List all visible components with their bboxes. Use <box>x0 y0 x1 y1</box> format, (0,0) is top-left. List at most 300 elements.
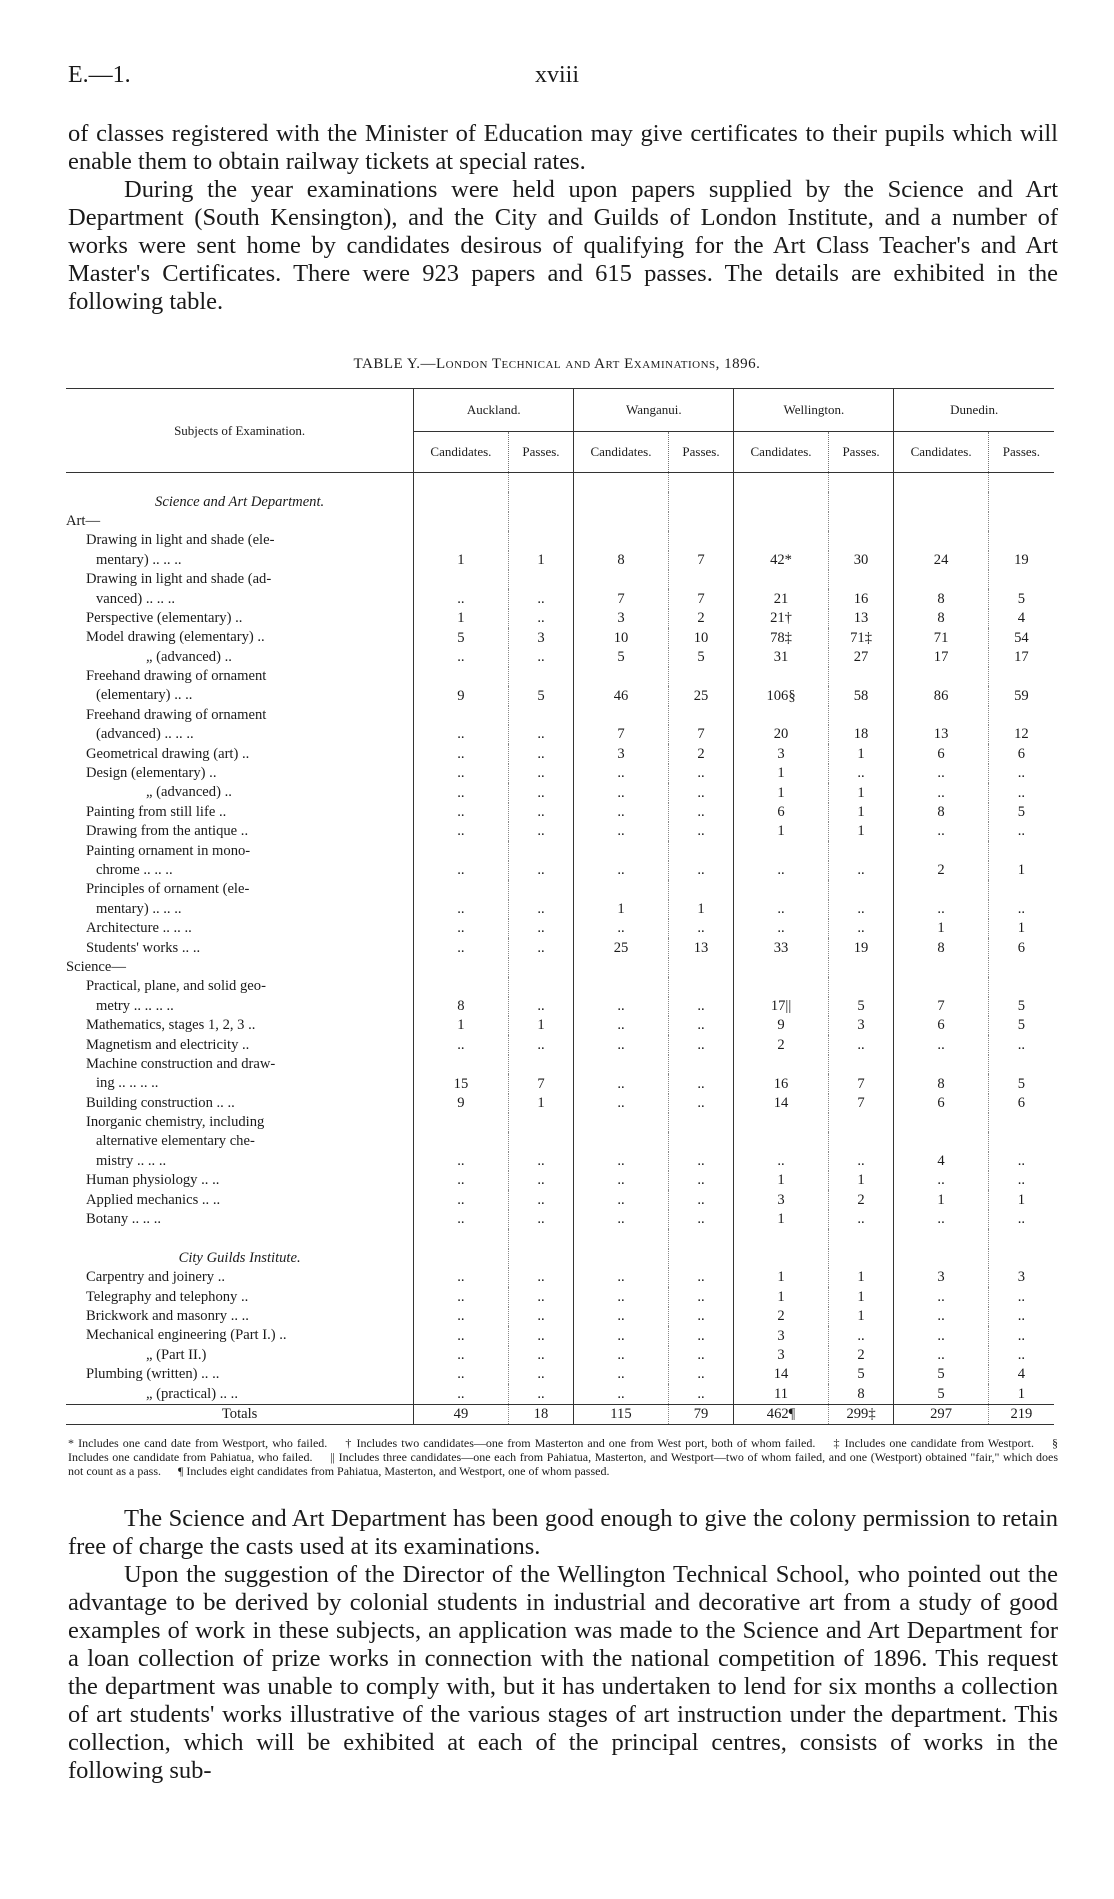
table-row <box>66 783 1054 802</box>
paragraph-1: of classes registered with the Minister of Education may give certificates to their pupils which will enable them to obtain railway tickets at special rates. <box>68 120 1058 175</box>
passes-header: Passes. <box>988 432 1054 473</box>
value-cell <box>894 880 988 899</box>
total-cell: 115 <box>574 1404 668 1424</box>
value-cell <box>828 977 894 996</box>
value-cell <box>894 531 988 550</box>
value-cell: 16 <box>828 589 894 608</box>
value-cell: 86 <box>894 686 988 705</box>
value-cell <box>668 1055 734 1074</box>
table-row <box>66 1365 1054 1384</box>
value-cell <box>988 880 1054 899</box>
value-cell: 54 <box>988 628 1054 647</box>
value-cell: 1 <box>828 803 894 822</box>
subject-name: „ (advanced) .. <box>146 648 232 665</box>
value-cell: 6 <box>988 744 1054 763</box>
value-cell: .. <box>988 1326 1054 1345</box>
value-cell <box>574 570 668 589</box>
value-cell <box>734 841 828 860</box>
table-footnotes <box>68 1436 1058 1478</box>
value-cell: 8 <box>894 609 988 628</box>
subject-name: Applied mechanics .. .. <box>86 1191 221 1208</box>
value-cell: 6 <box>894 1016 988 1035</box>
footnote: § Includes one candidate from Pahiatua, who failed. <box>68 1436 1059 1464</box>
value-cell: .. <box>574 1035 668 1054</box>
value-cell: .. <box>668 1190 734 1209</box>
value-cell: .. <box>668 1365 734 1384</box>
value-cell: .. <box>668 822 734 841</box>
value-cell: 1 <box>414 551 508 570</box>
value-cell <box>508 841 574 860</box>
value-cell: .. <box>508 938 574 957</box>
value-cell: .. <box>668 997 734 1016</box>
table-row <box>66 1171 1054 1190</box>
value-cell: .. <box>414 1171 508 1190</box>
table-caption-title: London Technical and Art Examinations, 1896. <box>436 356 761 372</box>
city-guilds-heading: City Guilds Institute. <box>178 1249 301 1266</box>
footnote: ¶ Includes eight candidates from Pahiatua, Masterton, and Westport, one of whom passed. <box>177 1464 610 1478</box>
value-cell: .. <box>508 1287 574 1306</box>
value-cell: .. <box>668 1307 734 1326</box>
value-cell <box>414 1113 508 1132</box>
value-cell: .. <box>734 861 828 880</box>
value-cell <box>734 706 828 725</box>
subject-name: Perspective (elementary) .. <box>86 609 243 626</box>
value-cell: 5 <box>668 648 734 667</box>
value-cell: .. <box>894 1307 988 1326</box>
value-cell: .. <box>988 900 1054 919</box>
value-cell: .. <box>574 1307 668 1326</box>
value-cell: 2 <box>668 609 734 628</box>
value-cell <box>508 706 574 725</box>
value-cell: 1 <box>734 1268 828 1287</box>
value-cell: .. <box>508 1171 574 1190</box>
value-cell: .. <box>668 803 734 822</box>
value-cell: 7 <box>668 589 734 608</box>
table-row <box>66 803 1054 822</box>
value-cell: 3 <box>734 1190 828 1209</box>
value-cell: .. <box>668 1326 734 1345</box>
value-cell: .. <box>988 1210 1054 1229</box>
value-cell: .. <box>414 1210 508 1229</box>
value-cell: .. <box>574 803 668 822</box>
value-cell: 2 <box>668 744 734 763</box>
value-cell <box>574 880 668 899</box>
value-cell <box>894 706 988 725</box>
value-cell: 3 <box>828 1016 894 1035</box>
value-cell: .. <box>894 1171 988 1190</box>
value-cell: 1 <box>734 1171 828 1190</box>
value-cell: .. <box>894 1287 988 1306</box>
passes-header: Passes. <box>828 432 894 473</box>
value-cell: 21† <box>734 609 828 628</box>
subject-name: „ (practical) .. .. <box>146 1385 238 1402</box>
value-cell: .. <box>508 1365 574 1384</box>
value-cell <box>508 531 574 550</box>
value-cell: .. <box>894 764 988 783</box>
value-cell: 5 <box>988 1074 1054 1093</box>
value-cell: 17|| <box>734 997 828 1016</box>
value-cell: 1 <box>828 744 894 763</box>
value-cell: .. <box>508 744 574 763</box>
value-cell: .. <box>508 1190 574 1209</box>
value-cell: .. <box>508 1384 574 1404</box>
value-cell <box>508 1113 574 1132</box>
table-row <box>66 648 1054 667</box>
value-cell: 7 <box>574 589 668 608</box>
value-cell <box>508 1055 574 1074</box>
value-cell: 3 <box>508 628 574 647</box>
value-cell: 7 <box>508 1074 574 1093</box>
value-cell: 1 <box>508 1094 574 1113</box>
value-cell: .. <box>414 803 508 822</box>
value-cell: 8 <box>894 1074 988 1093</box>
value-cell: .. <box>414 1365 508 1384</box>
table-section-row <box>66 958 1054 977</box>
table-row <box>66 1055 1054 1074</box>
table-row <box>66 570 1054 589</box>
value-cell: 58 <box>828 686 894 705</box>
value-cell: 2 <box>894 861 988 880</box>
subject-name: metry .. .. .. .. <box>96 997 174 1014</box>
value-cell: 2 <box>734 1307 828 1326</box>
table-row <box>66 1326 1054 1345</box>
table-row <box>66 531 1054 550</box>
value-cell: .. <box>668 1210 734 1229</box>
subject-name: „ (Part II.) <box>146 1346 207 1363</box>
subject-name: mentary) .. .. .. <box>96 900 182 917</box>
value-cell: 16 <box>734 1074 828 1093</box>
value-cell: .. <box>414 1287 508 1306</box>
group-header-dunedin: Dunedin. <box>894 389 1054 432</box>
value-cell: .. <box>988 1152 1054 1171</box>
value-cell <box>574 841 668 860</box>
value-cell: 3 <box>894 1268 988 1287</box>
value-cell <box>988 977 1054 996</box>
table-row <box>66 628 1054 647</box>
value-cell: 6 <box>734 803 828 822</box>
value-cell <box>828 531 894 550</box>
value-cell: 5 <box>574 648 668 667</box>
value-cell <box>508 880 574 899</box>
value-cell <box>734 880 828 899</box>
table-section-row <box>66 512 1054 531</box>
table-row <box>66 997 1054 1016</box>
value-cell: .. <box>668 1074 734 1093</box>
value-cell <box>668 880 734 899</box>
value-cell: .. <box>414 1190 508 1209</box>
total-cell: 219 <box>988 1404 1054 1424</box>
value-cell <box>414 570 508 589</box>
value-cell: .. <box>508 1210 574 1229</box>
value-cell <box>668 706 734 725</box>
table-row <box>66 1384 1054 1404</box>
value-cell: 46 <box>574 686 668 705</box>
value-cell: .. <box>894 822 988 841</box>
value-cell: .. <box>894 1035 988 1054</box>
value-cell: 4 <box>988 609 1054 628</box>
value-cell: .. <box>414 764 508 783</box>
subject-name: Principles of ornament (ele- <box>86 881 250 898</box>
passes-header: Passes. <box>508 432 574 473</box>
table-row <box>66 1346 1054 1365</box>
value-cell: .. <box>574 1365 668 1384</box>
table-row <box>66 725 1054 744</box>
value-cell: 1 <box>734 783 828 802</box>
value-cell: .. <box>508 803 574 822</box>
value-cell: 7 <box>574 725 668 744</box>
value-cell: 1 <box>574 900 668 919</box>
value-cell: .. <box>828 1152 894 1171</box>
value-cell: .. <box>574 822 668 841</box>
value-cell: 5 <box>828 997 894 1016</box>
footnote: * Includes one cand date from Westport, who failed. <box>68 1436 328 1450</box>
value-cell: .. <box>508 725 574 744</box>
value-cell: .. <box>414 783 508 802</box>
value-cell: 1 <box>734 764 828 783</box>
value-cell: .. <box>414 1307 508 1326</box>
value-cell: 3 <box>734 1326 828 1345</box>
value-cell: 6 <box>894 744 988 763</box>
table-row <box>66 1113 1054 1132</box>
value-cell: 5 <box>988 997 1054 1016</box>
value-cell: .. <box>574 1384 668 1404</box>
subject-name: ing .. .. .. .. <box>96 1075 159 1092</box>
art-section-label: Art— <box>66 512 101 529</box>
value-cell: .. <box>988 1035 1054 1054</box>
footnote: † Includes two candidates—one from Masterton and one from West port, both of whom failed. <box>345 1436 816 1450</box>
value-cell: 11 <box>734 1384 828 1404</box>
subject-name: Telegraphy and telephony .. <box>86 1288 249 1305</box>
table-row <box>66 667 1054 686</box>
value-cell: 1 <box>988 1384 1054 1404</box>
subject-name: Drawing from the antique .. <box>86 823 249 840</box>
value-cell: .. <box>414 1346 508 1365</box>
value-cell: 71‡ <box>828 628 894 647</box>
value-cell: 8 <box>894 589 988 608</box>
value-cell: .. <box>668 1268 734 1287</box>
value-cell: .. <box>668 861 734 880</box>
value-cell: .. <box>574 1152 668 1171</box>
value-cell: 25 <box>574 938 668 957</box>
value-cell <box>668 570 734 589</box>
value-cell: 17 <box>894 648 988 667</box>
value-cell: 1 <box>734 1210 828 1229</box>
value-cell: 4 <box>894 1152 988 1171</box>
value-cell: 13 <box>668 938 734 957</box>
value-cell: 7 <box>828 1074 894 1093</box>
value-cell <box>828 841 894 860</box>
value-cell <box>828 706 894 725</box>
value-cell: .. <box>508 1035 574 1054</box>
subject-name: Architecture .. .. .. <box>86 920 192 937</box>
value-cell: 24 <box>894 551 988 570</box>
value-cell: 5 <box>988 589 1054 608</box>
value-cell <box>508 570 574 589</box>
value-cell: 5 <box>988 1016 1054 1035</box>
value-cell: .. <box>508 900 574 919</box>
table-row <box>66 551 1054 570</box>
value-cell <box>988 667 1054 686</box>
total-cell: 299‡ <box>828 1404 894 1424</box>
value-cell: 30 <box>828 551 894 570</box>
value-cell: 5 <box>414 628 508 647</box>
table-row <box>66 841 1054 860</box>
value-cell: 1 <box>734 822 828 841</box>
value-cell <box>988 531 1054 550</box>
value-cell: .. <box>574 1210 668 1229</box>
value-cell: 10 <box>574 628 668 647</box>
table-row <box>66 919 1054 938</box>
value-cell: .. <box>574 1346 668 1365</box>
value-cell: .. <box>988 1346 1054 1365</box>
value-cell: .. <box>574 764 668 783</box>
value-cell: .. <box>574 1326 668 1345</box>
value-cell: .. <box>894 1210 988 1229</box>
table-row <box>66 1074 1054 1093</box>
subject-name: Brickwork and masonry .. .. <box>86 1307 249 1324</box>
value-cell: 9 <box>734 1016 828 1035</box>
value-cell: .. <box>508 861 574 880</box>
value-cell: .. <box>508 1268 574 1287</box>
total-cell: 297 <box>894 1404 988 1424</box>
value-cell: .. <box>668 783 734 802</box>
value-cell: .. <box>828 861 894 880</box>
value-cell: 17 <box>988 648 1054 667</box>
subject-name: Mathematics, stages 1, 2, 3 .. <box>86 1017 256 1034</box>
value-cell: .. <box>414 1326 508 1345</box>
table-row <box>66 1307 1054 1326</box>
candidates-header: Candidates. <box>574 432 668 473</box>
value-cell <box>988 841 1054 860</box>
value-cell: 1 <box>508 551 574 570</box>
value-cell: .. <box>508 589 574 608</box>
value-cell: 25 <box>668 686 734 705</box>
total-cell: 18 <box>508 1404 574 1424</box>
value-cell <box>574 1113 668 1132</box>
value-cell: 31 <box>734 648 828 667</box>
value-cell: .. <box>414 822 508 841</box>
value-cell: .. <box>828 1326 894 1345</box>
table-row <box>66 764 1054 783</box>
value-cell: 18 <box>828 725 894 744</box>
value-cell: .. <box>574 1074 668 1093</box>
total-cell: 462¶ <box>734 1404 828 1424</box>
header-reference: E.—1. <box>68 62 131 88</box>
table-caption <box>0 356 1114 373</box>
value-cell <box>828 1132 894 1151</box>
value-cell: .. <box>668 1016 734 1035</box>
table-heading-row <box>66 492 1054 511</box>
value-cell: .. <box>414 919 508 938</box>
value-cell <box>668 531 734 550</box>
table-heading-row <box>66 1249 1054 1268</box>
value-cell: 13 <box>894 725 988 744</box>
value-cell: 3 <box>734 1346 828 1365</box>
value-cell <box>894 570 988 589</box>
value-cell: 6 <box>988 1094 1054 1113</box>
value-cell: 27 <box>828 648 894 667</box>
value-cell: 7 <box>894 997 988 1016</box>
value-cell <box>734 667 828 686</box>
table-row <box>66 1268 1054 1287</box>
value-cell: .. <box>414 938 508 957</box>
value-cell <box>574 667 668 686</box>
subject-name: Machine construction and draw- <box>86 1055 276 1072</box>
value-cell: .. <box>508 1346 574 1365</box>
value-cell <box>574 977 668 996</box>
group-header-wanganui: Wanganui. <box>574 389 734 432</box>
value-cell: 59 <box>988 686 1054 705</box>
subject-name: Building construction .. .. <box>86 1094 235 1111</box>
table-row <box>66 1132 1054 1151</box>
value-cell: 71 <box>894 628 988 647</box>
value-cell <box>574 1055 668 1074</box>
value-cell: 1 <box>988 861 1054 880</box>
value-cell: 8 <box>828 1384 894 1404</box>
table-row <box>66 1287 1054 1306</box>
value-cell <box>668 841 734 860</box>
value-cell <box>894 977 988 996</box>
table-row <box>66 1016 1054 1035</box>
value-cell: 7 <box>668 551 734 570</box>
value-cell: 1 <box>828 1268 894 1287</box>
value-cell: .. <box>508 919 574 938</box>
table-row <box>66 706 1054 725</box>
value-cell: 3 <box>574 744 668 763</box>
examinations-table <box>66 388 1054 1425</box>
value-cell <box>894 1132 988 1151</box>
value-cell: 15 <box>414 1074 508 1093</box>
value-cell: .. <box>574 1287 668 1306</box>
value-cell: 19 <box>828 938 894 957</box>
subject-name: alternative elementary che- <box>96 1133 255 1150</box>
value-cell: .. <box>508 1152 574 1171</box>
value-cell <box>414 977 508 996</box>
subject-name: (advanced) .. .. .. <box>96 726 194 743</box>
subject-name: chrome .. .. .. <box>96 862 173 878</box>
value-cell <box>574 531 668 550</box>
group-header-wellington: Wellington. <box>734 389 894 432</box>
value-cell: 3 <box>734 744 828 763</box>
value-cell: .. <box>828 1210 894 1229</box>
value-cell <box>828 570 894 589</box>
subject-name: „ (advanced) .. <box>146 784 232 801</box>
value-cell <box>414 1055 508 1074</box>
value-cell: 13 <box>828 609 894 628</box>
science-art-heading: Science and Art Department. <box>155 493 325 510</box>
value-cell: .. <box>828 764 894 783</box>
value-cell: .. <box>668 919 734 938</box>
value-cell <box>988 1055 1054 1074</box>
value-cell: 19 <box>988 551 1054 570</box>
value-cell: 5 <box>508 686 574 705</box>
value-cell: .. <box>414 861 508 880</box>
table-row <box>66 1152 1054 1171</box>
subject-name: Plumbing (written) .. .. <box>86 1366 220 1383</box>
value-cell <box>668 1132 734 1151</box>
value-cell <box>734 570 828 589</box>
value-cell: 20 <box>734 725 828 744</box>
group-header-auckland: Auckland. <box>414 389 574 432</box>
value-cell: .. <box>734 1152 828 1171</box>
value-cell <box>828 1055 894 1074</box>
subject-name: Painting from still life .. <box>86 803 227 820</box>
value-cell: 3 <box>574 609 668 628</box>
table-row <box>66 589 1054 608</box>
value-cell: .. <box>508 764 574 783</box>
table-row <box>66 1094 1054 1113</box>
total-cell: 49 <box>414 1404 508 1424</box>
